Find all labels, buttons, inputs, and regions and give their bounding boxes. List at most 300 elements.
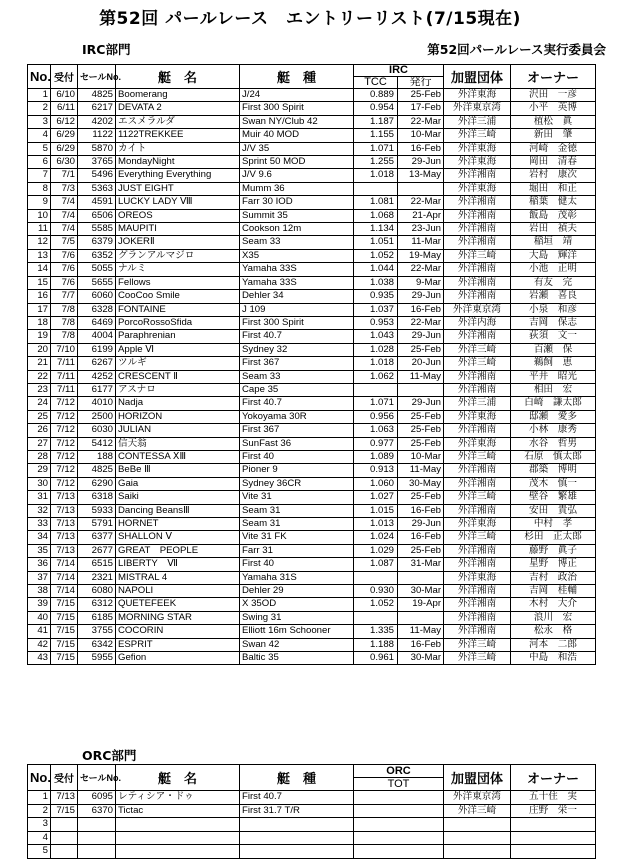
entry-no: 18 (28, 316, 51, 329)
owner-name: 稲垣 靖 (511, 236, 596, 249)
entry-no: 8 (28, 182, 51, 195)
irc-tcc: 1.052 (354, 598, 398, 611)
member-club: 外洋東海 (444, 182, 511, 195)
member-club: 外洋東京湾 (444, 303, 511, 316)
sail-number: 6199 (78, 343, 116, 356)
yacht-type: Cape 35 (240, 383, 354, 396)
entry-date: 7/11 (51, 370, 78, 383)
sail-number: 2321 (78, 571, 116, 584)
entry-no: 19 (28, 330, 51, 343)
irc-tcc: 1.255 (354, 156, 398, 169)
irc-entry-row (28, 169, 596, 182)
entry-date: 7/15 (51, 625, 78, 638)
owner-name: 木村 大介 (511, 598, 596, 611)
irc-issued: 29-Jun (398, 290, 444, 303)
yacht-name: ツルギ (116, 357, 240, 370)
member-club (444, 818, 511, 832)
owner-name: 新田 肇 (511, 129, 596, 142)
member-club: 外洋湘南 (444, 263, 511, 276)
yacht-type: J/V 9.6 (240, 169, 354, 182)
yacht-type: Sprint 50 MOD (240, 156, 354, 169)
irc-tcc: 1.015 (354, 504, 398, 517)
yacht-type: J/V 35 (240, 142, 354, 155)
entry-date: 7/4 (51, 196, 78, 209)
irc-issued: 29-Jun (398, 518, 444, 531)
sail-number: 3765 (78, 156, 116, 169)
irc-entry-row (28, 290, 596, 303)
owner-name: 杉田 正太郎 (511, 531, 596, 544)
irc-entry-row (28, 156, 596, 169)
irc-issued (398, 182, 444, 195)
sail-number: 2500 (78, 410, 116, 423)
irc-issued: 31-Mar (398, 558, 444, 571)
entry-date: 7/10 (51, 343, 78, 356)
yacht-type: Dehler 34 (240, 290, 354, 303)
orc-entry-table (27, 764, 596, 859)
irc-issued: 22-Mar (398, 263, 444, 276)
yacht-type: Seam 31 (240, 518, 354, 531)
irc-issued: 19-May (398, 249, 444, 262)
entry-no: 31 (28, 491, 51, 504)
sail-number: 6290 (78, 477, 116, 490)
irc-tcc: 0.977 (354, 437, 398, 450)
entry-date: 7/4 (51, 223, 78, 236)
member-club: 外洋東海 (444, 437, 511, 450)
irc-entry-row (28, 236, 596, 249)
yacht-name (116, 818, 240, 832)
owner-name: 沢田 一彦 (511, 89, 596, 102)
page-title: 第52回 パールレース エントリーリスト(7/15現在) (99, 9, 521, 29)
irc-tcc: 1.188 (354, 638, 398, 651)
entry-no: 32 (28, 504, 51, 517)
irc-entry-row (28, 410, 596, 423)
yacht-type (240, 845, 354, 859)
irc-issued: 22-Mar (398, 115, 444, 128)
orc-entry-row (28, 804, 596, 818)
irc-entry-row (28, 424, 596, 437)
irc-tcc: 1.013 (354, 518, 398, 531)
member-club: 外洋東海 (444, 518, 511, 531)
member-club: 外洋三崎 (444, 249, 511, 262)
irc-issued: 29-Jun (398, 397, 444, 410)
owner-name (511, 818, 596, 832)
entry-no: 42 (28, 638, 51, 651)
entry-no: 10 (28, 209, 51, 222)
entry-no: 21 (28, 357, 51, 370)
owner-name: 岩瀬 喜良 (511, 290, 596, 303)
yacht-name: JULIAN (116, 424, 240, 437)
irc-issued (398, 383, 444, 396)
sail-number: 4202 (78, 115, 116, 128)
irc-entry-row (28, 182, 596, 195)
irc-entry-row (28, 223, 596, 236)
entry-no: 4 (28, 129, 51, 142)
yacht-type: J/24 (240, 89, 354, 102)
owner-name: 河本 二郎 (511, 638, 596, 651)
orc-header-club: 加盟団体 (444, 765, 511, 791)
entry-date: 6/10 (51, 89, 78, 102)
orc-entry-row (28, 791, 596, 805)
entry-date: 7/12 (51, 397, 78, 410)
member-club: 外洋湘南 (444, 330, 511, 343)
irc-tcc: 0.930 (354, 585, 398, 598)
entry-date: 7/6 (51, 249, 78, 262)
member-club: 外洋湘南 (444, 625, 511, 638)
owner-name: 岩村 康次 (511, 169, 596, 182)
yacht-name: MondayNight (116, 156, 240, 169)
sail-number: 4010 (78, 397, 116, 410)
irc-entry-row (28, 585, 596, 598)
yacht-name: ナルミ (116, 263, 240, 276)
entry-no: 1 (28, 89, 51, 102)
entry-date: 7/13 (51, 504, 78, 517)
member-club: 外洋三浦 (444, 397, 511, 410)
entry-no: 43 (28, 652, 51, 665)
owner-name: 吉岡 桂輔 (511, 585, 596, 598)
committee-label: 第52回パールレース実行委員会 (427, 42, 606, 57)
sail-number: 4004 (78, 330, 116, 343)
irc-issued: 25-Feb (398, 437, 444, 450)
member-club: 外洋東海 (444, 142, 511, 155)
orc-header-type: 艇 種 (240, 765, 354, 791)
irc-issued: 25-Feb (398, 89, 444, 102)
sail-number: 6328 (78, 303, 116, 316)
sail-number: 5933 (78, 504, 116, 517)
member-club (444, 845, 511, 859)
sail-number: 4252 (78, 370, 116, 383)
orc-header-tot: TOT (354, 778, 444, 791)
entry-no: 41 (28, 625, 51, 638)
irc-issued: 17-Feb (398, 102, 444, 115)
owner-name: 植松 眞 (511, 115, 596, 128)
yacht-type: X35 (240, 249, 354, 262)
yacht-name: グランアルマジロ (116, 249, 240, 262)
orc-header-orc: ORC (354, 765, 444, 778)
owner-name: 飯島 茂彰 (511, 209, 596, 222)
yacht-name: Fellows (116, 276, 240, 289)
irc-entry-row (28, 625, 596, 638)
sail-number: 5055 (78, 263, 116, 276)
orc-section-label: ORC部門 (82, 748, 137, 763)
sail-number: 6352 (78, 249, 116, 262)
yacht-name: Boomerang (116, 89, 240, 102)
yacht-name: Everything Everything (116, 169, 240, 182)
header-type: 艇 種 (240, 65, 354, 89)
owner-name (511, 831, 596, 845)
owner-name: 庄野 栄一 (511, 804, 596, 818)
orc-tot (354, 818, 444, 832)
member-club: 外洋三崎 (444, 638, 511, 651)
orc-header-name: 艇 名 (116, 765, 240, 791)
member-club: 外洋湘南 (444, 276, 511, 289)
orc-entry-row (28, 831, 596, 845)
member-club: 外洋湘南 (444, 598, 511, 611)
entry-date: 7/15 (51, 804, 78, 818)
irc-tcc: 1.024 (354, 531, 398, 544)
yacht-name: BeBe Ⅲ (116, 464, 240, 477)
yacht-name (116, 845, 240, 859)
yacht-name: LIBERTY Ⅶ (116, 558, 240, 571)
member-club: 外洋湘南 (444, 558, 511, 571)
entry-no: 40 (28, 611, 51, 624)
entry-no: 16 (28, 290, 51, 303)
irc-tcc: 1.089 (354, 450, 398, 463)
irc-issued: 11-May (398, 625, 444, 638)
entry-date (51, 818, 78, 832)
owner-name: 荻須 文一 (511, 330, 596, 343)
yacht-type: First 40.7 (240, 397, 354, 410)
owner-name: 吉村 政治 (511, 571, 596, 584)
member-club: 外洋東海 (444, 89, 511, 102)
owner-name: 吉岡 保志 (511, 316, 596, 329)
entry-no: 27 (28, 437, 51, 450)
owner-name: 五十住 実 (511, 791, 596, 805)
irc-tcc: 0.956 (354, 410, 398, 423)
irc-tcc: 1.155 (354, 129, 398, 142)
owner-name: 松永 格 (511, 625, 596, 638)
irc-entry-table (27, 64, 596, 665)
yacht-name: Tictac (116, 804, 240, 818)
irc-tcc: 1.335 (354, 625, 398, 638)
orc-entry-row (28, 818, 596, 832)
yacht-type: Elliott 16m Schooner (240, 625, 354, 638)
yacht-name: エスメラルダ (116, 115, 240, 128)
irc-entry-row (28, 598, 596, 611)
entry-date: 7/15 (51, 652, 78, 665)
irc-tcc: 0.954 (354, 102, 398, 115)
entry-date: 7/15 (51, 598, 78, 611)
yacht-name: JUST EIGHT (116, 182, 240, 195)
owner-name: 稲葉 健太 (511, 196, 596, 209)
irc-section-label: IRC部門 (82, 42, 131, 57)
owner-name: 大島 輝洋 (511, 249, 596, 262)
irc-tcc: 1.134 (354, 223, 398, 236)
owner-name: 中村 孝 (511, 518, 596, 531)
irc-entry-row (28, 464, 596, 477)
entry-date: 7/13 (51, 491, 78, 504)
irc-tcc: 0.961 (354, 652, 398, 665)
entry-no: 22 (28, 370, 51, 383)
owner-name: 小林 康秀 (511, 424, 596, 437)
sail-number: 4591 (78, 196, 116, 209)
entry-no: 3 (28, 115, 51, 128)
yacht-name: GREAT PEOPLE (116, 544, 240, 557)
irc-issued: 25-Feb (398, 491, 444, 504)
yacht-name: ESPRIT (116, 638, 240, 651)
entry-no: 37 (28, 571, 51, 584)
entry-no: 7 (28, 169, 51, 182)
owner-name: 藤野 眞子 (511, 544, 596, 557)
member-club: 外洋湘南 (444, 290, 511, 303)
irc-entry-row (28, 330, 596, 343)
yacht-type: X 35OD (240, 598, 354, 611)
member-club: 外洋三崎 (444, 450, 511, 463)
entry-date: 7/8 (51, 303, 78, 316)
irc-tcc: 1.052 (354, 249, 398, 262)
entry-no: 33 (28, 518, 51, 531)
entry-date: 7/12 (51, 410, 78, 423)
irc-entry-row (28, 437, 596, 450)
owner-name: 小平 英博 (511, 102, 596, 115)
yacht-type: Muir 40 MOD (240, 129, 354, 142)
yacht-type: Vite 31 (240, 491, 354, 504)
entry-date: 7/15 (51, 638, 78, 651)
irc-issued: 16-Feb (398, 638, 444, 651)
irc-issued: 25-Feb (398, 424, 444, 437)
sail-number: 4825 (78, 464, 116, 477)
yacht-type: First 367 (240, 357, 354, 370)
irc-issued: 25-Feb (398, 410, 444, 423)
member-club (444, 831, 511, 845)
entry-no: 28 (28, 450, 51, 463)
owner-name: 安田 貴弘 (511, 504, 596, 517)
yacht-name: MORNING STAR (116, 611, 240, 624)
member-club: 外洋湘南 (444, 370, 511, 383)
entry-no: 2 (28, 804, 51, 818)
irc-issued: 10-Mar (398, 450, 444, 463)
irc-issued: 16-Feb (398, 531, 444, 544)
irc-tcc: 1.187 (354, 115, 398, 128)
entry-date (51, 831, 78, 845)
irc-entry-row (28, 115, 596, 128)
irc-issued: 9-Mar (398, 276, 444, 289)
sail-number: 6370 (78, 804, 116, 818)
entry-no: 36 (28, 558, 51, 571)
irc-issued: 30-May (398, 477, 444, 490)
sail-number: 5955 (78, 652, 116, 665)
irc-entry-row (28, 249, 596, 262)
owner-name: 邸瀬 愛多 (511, 410, 596, 423)
orc-header-sail: セールNo. (78, 765, 116, 791)
entry-no: 20 (28, 343, 51, 356)
irc-entry-row (28, 491, 596, 504)
sail-number: 6342 (78, 638, 116, 651)
yacht-type: Mumm 36 (240, 182, 354, 195)
sail-number: 6379 (78, 236, 116, 249)
entry-no: 23 (28, 383, 51, 396)
yacht-name: CooCoo Smile (116, 290, 240, 303)
sail-number: 5870 (78, 142, 116, 155)
entry-no: 14 (28, 263, 51, 276)
entry-no: 1 (28, 791, 51, 805)
irc-entry-row (28, 477, 596, 490)
irc-issued: 22-Mar (398, 316, 444, 329)
yacht-type: Yamaha 33S (240, 263, 354, 276)
irc-issued: 10-Mar (398, 129, 444, 142)
irc-entry-row (28, 209, 596, 222)
entry-no: 4 (28, 831, 51, 845)
yacht-name: アスナロ (116, 383, 240, 396)
entry-date: 7/13 (51, 531, 78, 544)
member-club: 外洋湘南 (444, 464, 511, 477)
entry-no: 17 (28, 303, 51, 316)
sail-number: 5585 (78, 223, 116, 236)
yacht-type: First 300 Spirit (240, 316, 354, 329)
irc-tcc: 1.038 (354, 276, 398, 289)
member-club: 外洋湘南 (444, 424, 511, 437)
yacht-name: CONTESSA ⅩⅢ (116, 450, 240, 463)
yacht-name: HORIZON (116, 410, 240, 423)
irc-tcc: 1.018 (354, 169, 398, 182)
sail-number: 5655 (78, 276, 116, 289)
irc-tcc: 1.060 (354, 477, 398, 490)
yacht-name: CRESCENT Ⅱ (116, 370, 240, 383)
sail-number: 6469 (78, 316, 116, 329)
yacht-type: Swing 31 (240, 611, 354, 624)
irc-tcc: 1.068 (354, 209, 398, 222)
owner-name: 浪川 宏 (511, 611, 596, 624)
member-club: 外洋三崎 (444, 531, 511, 544)
irc-entry-row (28, 142, 596, 155)
owner-name: 石原 慎太郎 (511, 450, 596, 463)
irc-tcc: 0.889 (354, 89, 398, 102)
yacht-name: 1122TREKKEE (116, 129, 240, 142)
entry-no: 26 (28, 424, 51, 437)
entry-date: 6/29 (51, 129, 78, 142)
irc-entry-row (28, 531, 596, 544)
yacht-type: Farr 31 (240, 544, 354, 557)
irc-issued (398, 571, 444, 584)
owner-name: 中島 和浩 (511, 652, 596, 665)
entry-date: 7/6 (51, 263, 78, 276)
irc-tcc: 1.071 (354, 397, 398, 410)
entry-date (51, 845, 78, 859)
member-club: 外洋東海 (444, 410, 511, 423)
sail-number: 4825 (78, 89, 116, 102)
irc-issued: 16-Feb (398, 142, 444, 155)
yacht-type: Sydney 32 (240, 343, 354, 356)
irc-entry-row (28, 611, 596, 624)
header-club: 加盟団体 (444, 65, 511, 89)
yacht-type: Vite 31 FK (240, 531, 354, 544)
entry-date: 7/4 (51, 209, 78, 222)
member-club: 外洋三崎 (444, 343, 511, 356)
irc-tcc: 1.044 (354, 263, 398, 276)
yacht-type: Swan NY/Club 42 (240, 115, 354, 128)
entry-no: 30 (28, 477, 51, 490)
yacht-name: PorcoRossoSfida (116, 316, 240, 329)
yacht-name: Gaia (116, 477, 240, 490)
irc-tcc: 1.027 (354, 491, 398, 504)
member-club: 外洋湘南 (444, 196, 511, 209)
sail-number: 5791 (78, 518, 116, 531)
irc-entry-row (28, 89, 596, 102)
sail-number (78, 845, 116, 859)
irc-tcc: 1.087 (354, 558, 398, 571)
irc-entry-row (28, 544, 596, 557)
yacht-type: Sydney 36CR (240, 477, 354, 490)
yacht-name: Paraphrenian (116, 330, 240, 343)
irc-issued: 11-Mar (398, 236, 444, 249)
irc-tcc: 0.913 (354, 464, 398, 477)
member-club: 外洋三崎 (444, 804, 511, 818)
sail-number: 6030 (78, 424, 116, 437)
irc-tcc (354, 611, 398, 624)
irc-tcc: 1.051 (354, 236, 398, 249)
entry-date: 7/13 (51, 544, 78, 557)
yacht-type: Summit 35 (240, 209, 354, 222)
entry-date: 7/1 (51, 169, 78, 182)
irc-issued: 29-Jun (398, 330, 444, 343)
entry-no: 13 (28, 249, 51, 262)
orc-header-date: 受付 (51, 765, 78, 791)
entry-date: 7/6 (51, 276, 78, 289)
header-date: 受付 (51, 65, 78, 89)
irc-tcc (354, 571, 398, 584)
irc-issued: 21-Apr (398, 209, 444, 222)
entry-date: 7/3 (51, 182, 78, 195)
member-club: 外洋東京湾 (444, 102, 511, 115)
